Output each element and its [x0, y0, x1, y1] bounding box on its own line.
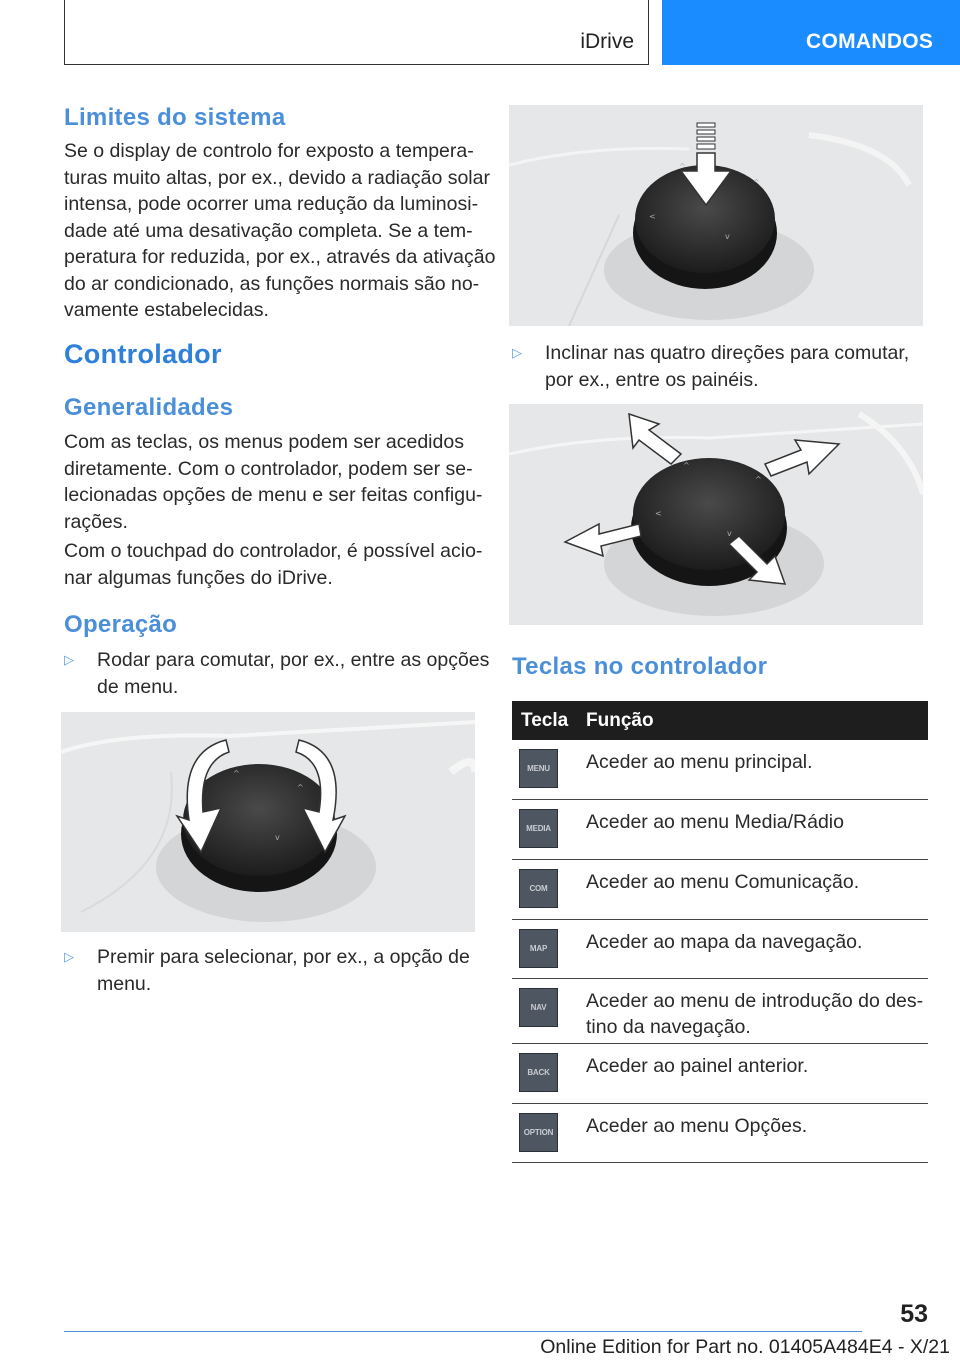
- text-line: lecionadas opções de menu e ser feitas configu-: [64, 484, 483, 506]
- bullet-press-text: [97, 944, 470, 997]
- table-row: [512, 740, 928, 800]
- text-line: por ex., entre os painéis.: [545, 368, 759, 391]
- bullet-tilt-text: [545, 340, 909, 393]
- bullet-triangle-icon: ▷: [64, 949, 74, 964]
- footer-edition: Online Edition for Part no. 01405A484E4 - X/21: [540, 1336, 950, 1358]
- bullet-triangle-icon: ▷: [512, 345, 522, 360]
- table-header-key: Tecla: [521, 710, 569, 731]
- option-key-icon: OPTION: [519, 1113, 558, 1152]
- footer-divider: [64, 1331, 862, 1332]
- bullet-triangle-icon: ▷: [64, 652, 74, 667]
- svg-text:^: ^: [233, 769, 240, 778]
- text-line: Premir para selecionar, por ex., a opção de: [97, 946, 470, 968]
- table-header: [512, 701, 928, 740]
- svg-text:v: v: [727, 529, 732, 538]
- text-line: intensa, pode ocorrer uma redução da luminosi-: [64, 193, 479, 215]
- text-line: dade até uma desativação completa. Se a tem-: [64, 219, 473, 242]
- text-line: turas muito altas, por ex., devido a radiação solar: [64, 166, 490, 189]
- svg-text:^: ^: [753, 178, 760, 187]
- header-chapter-tab: [662, 0, 960, 65]
- general-paragraph-1: [64, 429, 482, 535]
- keys-heading: Teclas no controlador: [512, 653, 768, 680]
- svg-text:^: ^: [755, 475, 762, 484]
- table-row: [512, 800, 928, 860]
- limits-heading: Limites do sistema: [64, 104, 286, 131]
- limits-paragraph: [64, 138, 495, 324]
- text-line: Rodar para comutar, por ex., entre as opções: [97, 649, 490, 671]
- keys-table: [512, 701, 928, 1163]
- operation-heading: Operação: [64, 611, 178, 638]
- svg-text:^: ^: [297, 783, 304, 792]
- text-line: Com as teclas, os menus podem ser acedidos: [64, 431, 464, 453]
- svg-text:^: ^: [683, 461, 690, 470]
- menu-key-icon: MENU: [519, 749, 558, 788]
- controller-press-figure: [509, 105, 923, 326]
- table-cell-function: Aceder ao menu Comunicação.: [586, 871, 860, 893]
- table-row: [512, 1044, 928, 1104]
- svg-text:<: <: [649, 212, 656, 221]
- text-line: do ar condicionado, as funções normais são no-: [64, 272, 480, 295]
- svg-text:v: v: [275, 833, 280, 842]
- text-line: peratura for reduzida, por ex., através da ativação: [64, 246, 496, 268]
- table-cell-function: Aceder ao menu Media/Rádio: [586, 811, 844, 833]
- back-key-icon: BACK: [519, 1053, 558, 1092]
- table-cell-function: Aceder ao painel anterior.: [586, 1055, 809, 1077]
- text-line: diretamente. Com o controlador, podem ser se-: [64, 457, 473, 480]
- table-row: [512, 920, 928, 979]
- bullet-rotate-text: [97, 647, 489, 700]
- text-line: de menu.: [97, 675, 179, 698]
- svg-text:^: ^: [679, 162, 686, 171]
- table-row: [512, 979, 928, 1044]
- table-cell-function: Aceder ao menu de introdução do des- tino da navegação.: [586, 990, 924, 1038]
- text-line: nar algumas funções do iDrive.: [64, 566, 333, 589]
- controller-heading: Controlador: [64, 339, 222, 369]
- controller-rotate-figure: [61, 712, 475, 932]
- nav-key-icon: NAV: [519, 988, 558, 1027]
- header-section-box: [64, 0, 649, 65]
- general-paragraph-2: [64, 538, 482, 591]
- page-number: 53: [900, 1300, 928, 1328]
- com-key-icon: COM: [519, 869, 558, 908]
- general-heading: Generalidades: [64, 394, 234, 421]
- table-cell-function: Aceder ao menu Opções.: [586, 1115, 808, 1137]
- table-cell-function: Aceder ao mapa da navegação.: [586, 931, 863, 953]
- text-line: Inclinar nas quatro direções para comutar,: [545, 342, 910, 364]
- controller-tilt-figure: [509, 404, 923, 625]
- header-section-label: iDrive: [580, 30, 634, 53]
- table-cell-function: Aceder ao menu principal.: [586, 751, 813, 773]
- svg-text:v: v: [725, 232, 730, 241]
- map-key-icon: MAP: [519, 929, 558, 968]
- table-row: [512, 1104, 928, 1163]
- header-chapter-label: COMANDOS: [806, 30, 934, 53]
- text-line: vamente estabelecidas.: [64, 299, 269, 321]
- text-line: Se o display de controlo for exposto a tempera-: [64, 140, 474, 162]
- text-line: menu.: [97, 972, 152, 995]
- table-header-function: Função: [586, 710, 654, 731]
- text-line: rações.: [64, 510, 128, 533]
- text-line: Com o touchpad do controlador, é possível acio-: [64, 540, 483, 562]
- media-key-icon: MEDIA: [519, 809, 558, 848]
- table-row: [512, 860, 928, 920]
- svg-text:<: <: [655, 509, 662, 518]
